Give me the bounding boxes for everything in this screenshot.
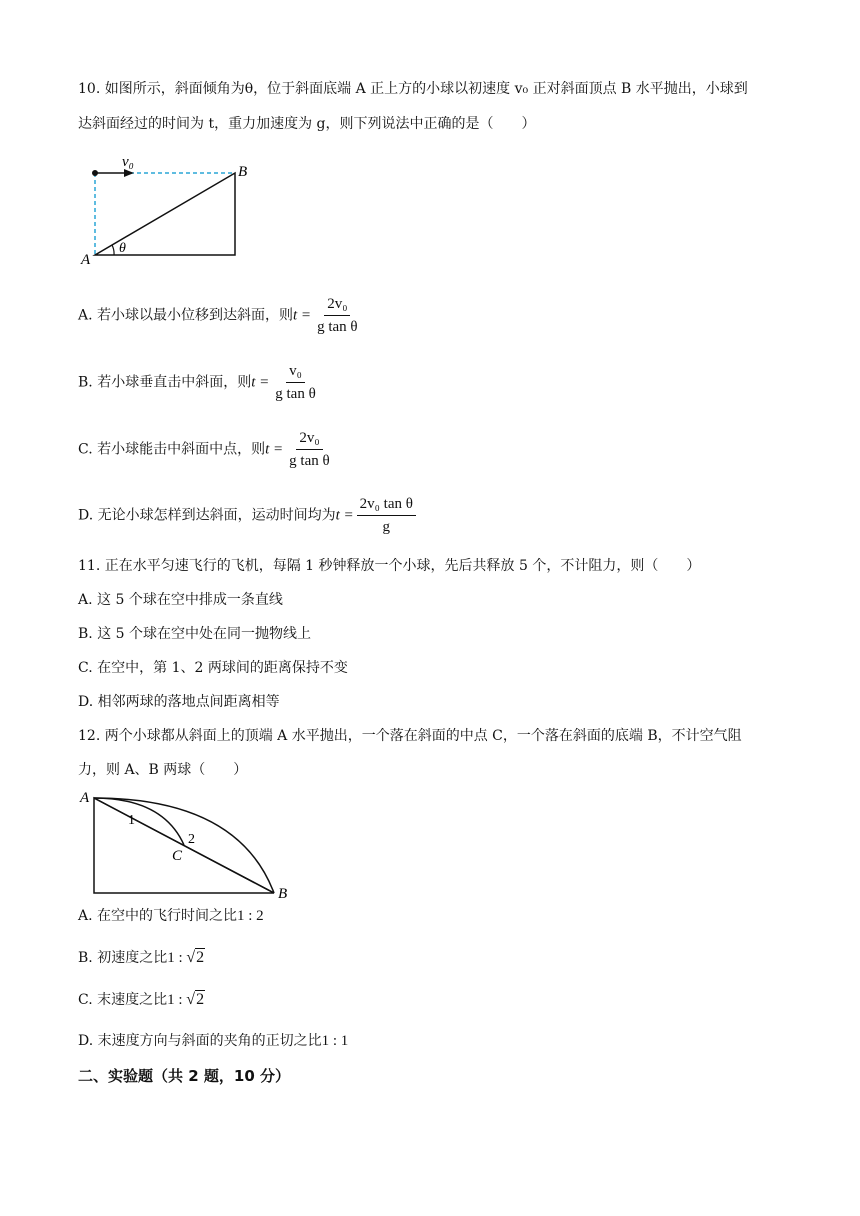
section-2-title: 二、实验题（共 2 题，10 分）	[78, 1067, 290, 1085]
q12-label-C: C	[172, 848, 183, 864]
q10-label-v0: v₀	[122, 154, 134, 170]
q12-stem-line2: 力，则 A、B 两球（ ）	[78, 762, 248, 778]
q10-figure	[78, 152, 268, 270]
q12-label-1: 1	[128, 813, 135, 828]
q11-option-b: B. 这 5 个球在空中处在同一抛物线上	[78, 626, 311, 642]
q10-option-a: A. 若小球以最小位移到达斜面，则t = $\frac{\text{2v₀}}{\text{g tan θ}}$	[78, 296, 358, 335]
q10-arrowhead	[124, 169, 134, 177]
q12-hypotenuse	[94, 798, 274, 893]
q10-option-c: C. 若小球能击中斜面中点，则t = $\frac{\text{2v₀}}{\text{g tan θ}}$	[78, 430, 330, 469]
q10-option-d: D. 无论小球怎样到达斜面，运动时间均为t = $\frac{\text{2v₀ tan θ}}{g}$	[78, 494, 416, 537]
q10-stem-line2: 达斜面经过的时间为 t，重力加速度为 g，则下列说法中正确的是（ ）	[78, 116, 536, 132]
q12-option-c: C. 末速度之比1 : √2	[78, 991, 205, 1008]
q10-option-b: B. 若小球垂直击中斜面，则t = $\frac{\text{v₀}}{\text{g tan θ}}$	[78, 363, 316, 402]
q10-angle-arc	[112, 245, 114, 255]
q12-label-2: 2	[188, 832, 195, 847]
q12-label-B: B	[278, 886, 288, 900]
q10-label-theta: θ	[119, 241, 126, 256]
q10-stem-line1: 10. 如图所示，斜面倾角为θ，位于斜面底端 A 正上方的小球以初速度 v₀ 正对斜面顶点 B 水平抛出，小球到	[78, 81, 748, 97]
q11-stem: 11. 正在水平匀速飞行的飞机，每隔 1 秒钟释放一个小球，先后共释放 5 个，不计阻力，则（ ）	[78, 558, 701, 574]
q12-label-A: A	[80, 790, 90, 806]
q11-option-c: C. 在空中，第 1、2 两球间的距离保持不变	[78, 660, 348, 676]
q12-figure	[78, 788, 298, 900]
q10-incline	[95, 173, 235, 255]
q12-option-a: A. 在空中的飞行时间之比1 : 2	[78, 908, 264, 924]
q11-option-d: D. 相邻两球的落地点间距离相等	[78, 694, 280, 710]
q12-stem-line1: 12. 两个小球都从斜面上的顶端 A 水平抛出，一个落在斜面的中点 C，一个落在斜面的底端 B，不计空气阻	[78, 728, 742, 744]
q10-label-B: B	[238, 164, 248, 180]
q12-option-d: D. 末速度方向与斜面的夹角的正切之比1 : 1	[78, 1033, 349, 1049]
q12-option-b: B. 初速度之比1 : √2	[78, 949, 205, 966]
q11-option-a: A. 这 5 个球在空中排成一条直线	[78, 592, 283, 608]
q10-label-A: A	[81, 252, 91, 268]
